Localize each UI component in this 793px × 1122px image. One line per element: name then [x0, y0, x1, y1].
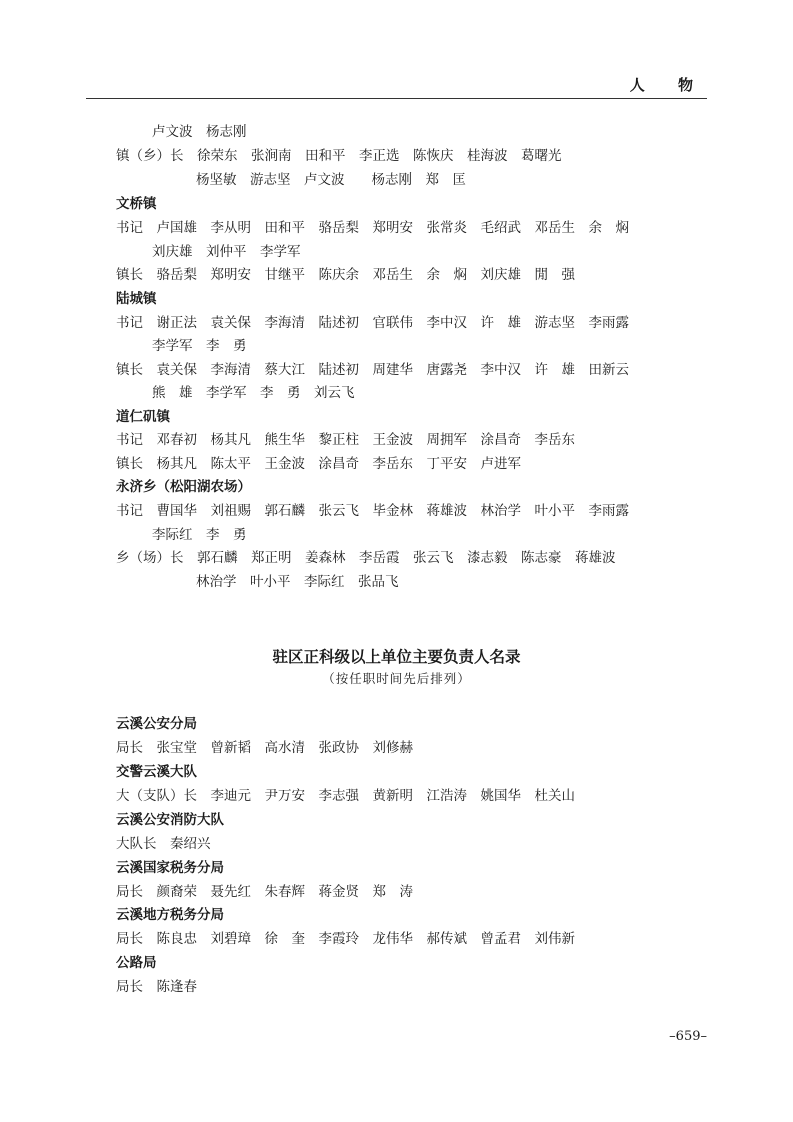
- header-rule: [86, 98, 707, 99]
- section-heading-daorenji: 道仁矶镇: [116, 409, 170, 425]
- section-heading-yongji: 永济乡（松阳湖农场）: [116, 479, 251, 495]
- unit-heading: 交警云溪大队: [116, 764, 197, 780]
- text-line: 乡（场）长 郭石麟 郑正明 姜森林 李岳霞 张云飞 漆志毅 陈志豪 蒋雄波: [116, 550, 616, 566]
- unit-heading: 公路局: [116, 955, 157, 971]
- text-line: 卢文波 杨志刚: [152, 124, 247, 140]
- text-line: 刘庆雄 刘仲平 李学军: [152, 244, 301, 260]
- unit-heading: 云溪国家税务分局: [116, 860, 224, 876]
- unit-heading: 云溪公安分局: [116, 716, 197, 732]
- text-line: 书记 曹国华 刘祖赐 郭石麟 张云飞 毕金林 蒋雄波 林治学 叶小平 李雨露: [116, 503, 629, 519]
- text-line: 镇长 骆岳梨 郑明安 甘继平 陈庆余 邓岳生 余 焖 刘庆雄 閒 强: [116, 267, 575, 283]
- text-line: 镇（乡）长 徐荣东 张涧南 田和平 李正选 陈恢庆 桂海波 葛曙光: [116, 148, 562, 164]
- page-number: –659–: [669, 1029, 707, 1044]
- text-line: 镇长 杨其凡 陈太平 王金波 涂昌奇 李岳东 丁平安 卢进军: [116, 456, 521, 472]
- section-subtitle: （按任职时间先后排列）: [322, 671, 471, 686]
- text-line: 书记 邓春初 杨其凡 熊生华 黎正柱 王金波 周拥军 涂昌奇 李岳东: [116, 432, 575, 448]
- text-line: 局长 颜裔荣 聂先红 朱春辉 蒋金贤 郑 涛: [116, 884, 413, 900]
- page-header-title: 人 物: [629, 76, 707, 94]
- text-line: 大队长 秦绍兴: [116, 836, 211, 852]
- text-line: 林治学 叶小平 李际红 张品飞: [196, 574, 399, 590]
- text-line: 书记 谢正法 袁关保 李海清 陆述初 官联伟 李中汉 许 雄 游志坚 李雨露: [116, 315, 629, 331]
- text-line: 局长 陈逢春: [116, 979, 197, 995]
- unit-heading: 云溪地方税务分局: [116, 907, 224, 923]
- unit-heading: 云溪公安消防大队: [116, 812, 224, 828]
- section-heading-wenqiao: 文桥镇: [116, 196, 157, 212]
- text-line: 杨坚敏 游志坚 卢文波 杨志刚 郑 匡: [196, 172, 466, 188]
- text-line: 局长 陈良忠 刘碧璋 徐 奎 李霞玲 龙伟华 郝传斌 曾孟君 刘伟新: [116, 931, 575, 947]
- section-heading-lucheng: 陆城镇: [116, 291, 157, 307]
- text-line: 镇长 袁关保 李海清 蔡大江 陆述初 周建华 唐露尧 李中汉 许 雄 田新云: [116, 362, 629, 378]
- text-line: 书记 卢国雄 李从明 田和平 骆岳梨 郑明安 张常炎 毛绍武 邓岳生 余 焖: [116, 220, 629, 236]
- text-line: 李际红 李 勇: [152, 527, 247, 543]
- text-line: 李学军 李 勇: [152, 338, 247, 354]
- section-title: 驻区正科级以上单位主要负责人名录: [272, 648, 521, 666]
- text-line: 熊 雄 李学军 李 勇 刘云飞: [152, 385, 355, 401]
- text-line: 大（支队）长 李迪元 尹万安 李志强 黄新明 江浩涛 姚国华 杜关山: [116, 788, 575, 804]
- text-line: 局长 张宝堂 曾新韬 高水清 张政协 刘修赫: [116, 740, 413, 756]
